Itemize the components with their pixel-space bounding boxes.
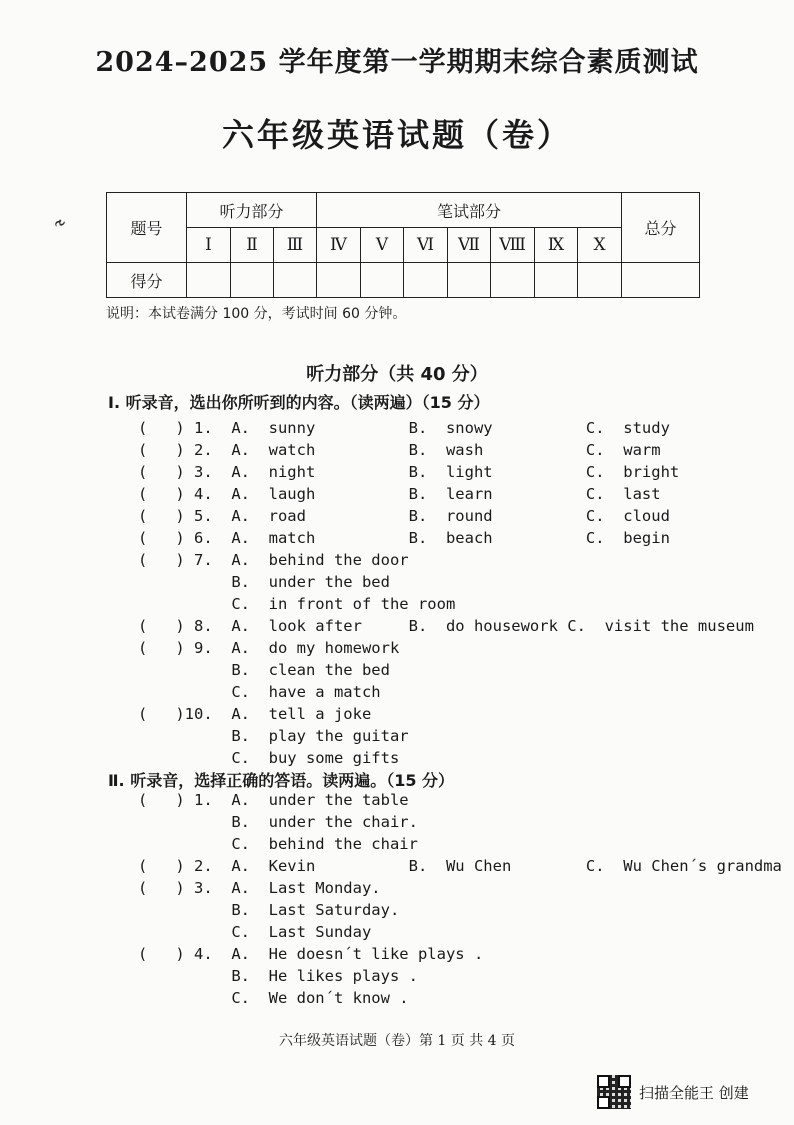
question-line: B. He likes plays . <box>138 967 418 985</box>
writing-header: 笔试部分 <box>317 193 622 228</box>
question-line: ( ) 1. A. sunny B. snowy C. study <box>138 419 670 437</box>
numeral-cell: Ⅷ <box>491 228 535 263</box>
total-header: 总分 <box>622 193 700 263</box>
question-line: B. under the chair. <box>138 813 418 831</box>
paper-title: 六年级英语试题（卷） <box>221 116 572 154</box>
question-line: ( ) 9. A. do my homework <box>138 639 400 657</box>
score-cell <box>361 263 404 298</box>
score-cell <box>231 263 274 298</box>
score-cell <box>187 263 231 298</box>
score-cell <box>317 263 361 298</box>
qr-code-icon <box>597 1075 631 1109</box>
question-line: ( ) 2. A. watch B. wash C. warm <box>138 441 661 459</box>
section-2-questions <box>138 790 782 1010</box>
question-line: C. in front of the room <box>138 595 456 613</box>
question-line: B. clean the bed <box>138 661 390 679</box>
question-line: ( ) 5. A. road B. round C. cloud <box>138 507 670 525</box>
scanner-label: 扫描全能王 创建 <box>639 1083 749 1102</box>
numeral-cell: Ⅵ <box>404 228 448 263</box>
question-line: ( ) 4. A. He doesn´t like plays . <box>138 945 484 963</box>
numeral-cell: Ⅹ <box>578 228 622 263</box>
question-line: B. Last Saturday. <box>138 901 400 919</box>
numeral-cell: Ⅱ <box>231 228 274 263</box>
question-line: C. behind the chair <box>138 835 418 853</box>
question-line: ( ) 2. A. Kevin B. Wu Chen C. Wu Chen´s grandma <box>138 857 782 875</box>
score-cell <box>274 263 317 298</box>
numeral-cell: Ⅴ <box>361 228 404 263</box>
margin-mark: ર <box>51 219 68 227</box>
scanner-watermark <box>597 1075 749 1109</box>
score-cell <box>404 263 448 298</box>
question-line: ( ) 6. A. match B. beach C. begin <box>138 529 670 547</box>
question-line: B. under the bed <box>138 573 390 591</box>
question-line: B. play the guitar <box>138 727 409 745</box>
numeral-cell: Ⅶ <box>448 228 491 263</box>
numeral-cell: Ⅲ <box>274 228 317 263</box>
numeral-cell: Ⅸ <box>535 228 578 263</box>
question-line: ( ) 8. A. look after B. do housework C. visit the museum <box>138 617 754 635</box>
question-line: ( ) 1. A. under the table <box>138 791 409 809</box>
question-line: ( )10. A. tell a joke <box>138 705 372 723</box>
question-line: ( ) 4. A. laugh B. learn C. last <box>138 485 661 503</box>
section-2-heading: Ⅱ. 听录音，选择正确的答语。读两遍。（15 分） <box>108 771 455 790</box>
question-line: C. buy some gifts <box>138 749 400 767</box>
section-1-heading: Ⅰ. 听录音，选出你所听到的内容。（读两遍）（15 分） <box>108 393 490 412</box>
score-table <box>106 192 700 298</box>
question-line: ( ) 7. A. behind the door <box>138 551 409 569</box>
question-number-label: 题号 <box>107 193 187 263</box>
numeral-cell: Ⅳ <box>317 228 361 263</box>
score-label: 得分 <box>107 263 187 298</box>
question-line: ( ) 3. A. Last Monday. <box>138 879 381 897</box>
section-1-questions <box>138 418 754 770</box>
exam-title: 2024–2025 学年度第一学期期末综合素质测试 <box>95 47 699 78</box>
question-line: C. We don´t know . <box>138 989 409 1007</box>
score-cell <box>578 263 622 298</box>
listening-header: 听力部分 <box>187 193 317 228</box>
score-cell <box>448 263 491 298</box>
score-cell <box>491 263 535 298</box>
question-line: C. Last Sunday <box>138 923 372 941</box>
exam-note: 说明：本试卷满分 100 分，考试时间 60 分钟。 <box>106 306 407 322</box>
numeral-cell: Ⅰ <box>187 228 231 263</box>
score-cell <box>535 263 578 298</box>
listening-part-heading: 听力部分（共 40 分） <box>306 364 488 385</box>
question-line: ( ) 3. A. night B. light C. bright <box>138 463 680 481</box>
page-footer: 六年级英语试题（卷）第 1 页 共 4 页 <box>278 1033 516 1049</box>
total-score-cell <box>622 263 700 298</box>
question-line: C. have a match <box>138 683 381 701</box>
